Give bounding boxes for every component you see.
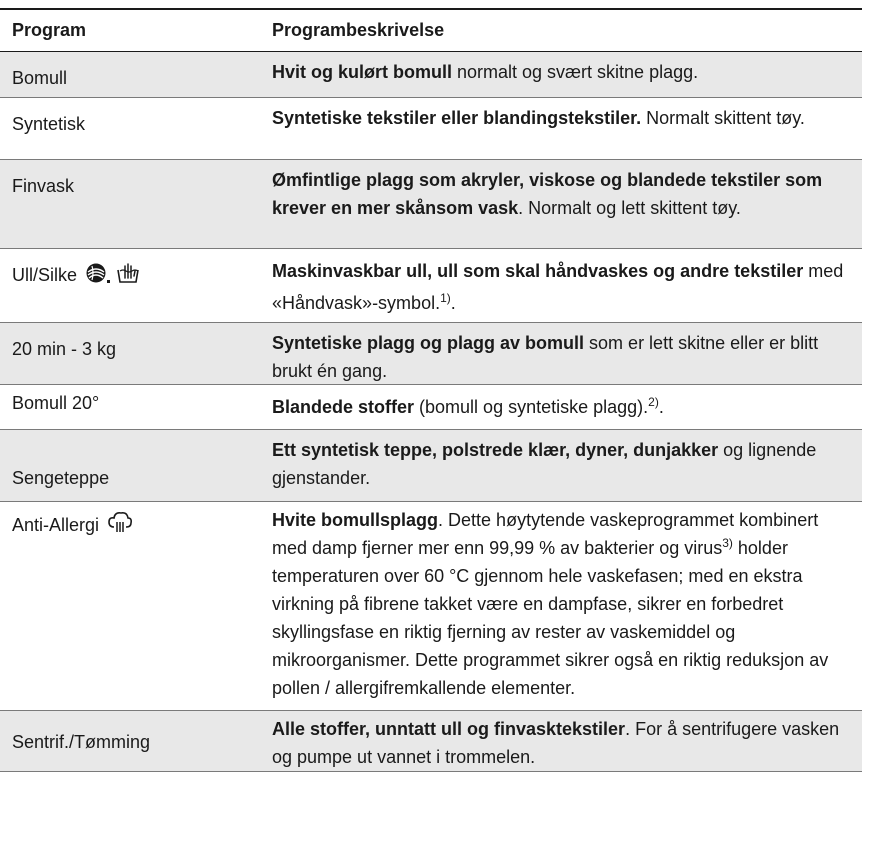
table-row bbox=[0, 52, 862, 98]
program-name: Bomull 20° bbox=[12, 393, 100, 413]
footnote-ref: 2) bbox=[648, 395, 659, 409]
program-name: 20 min - 3 kg bbox=[12, 339, 117, 359]
program-name: Ull/Silke bbox=[12, 265, 78, 285]
table-row bbox=[0, 385, 862, 430]
program-name: Finvask bbox=[12, 176, 75, 196]
wool-ball-icon bbox=[85, 262, 107, 292]
program-name: Sentrif./Tømming bbox=[12, 732, 151, 752]
table-row bbox=[0, 160, 862, 249]
program-description: Hvite bomullsplagg. Dette høytytende vaskeprogrammet kombinert med damp fjerner mer enn 99,99 % av bakterier og virus$^{3)}$ holder temperaturen over 60 °C gjennom hele vaskefasen; med en ekstra virkning på fibrene takket være en dampfase, sikrer en forbedret skyllingsfase en riktig fjerning av rester av vaskemiddel og mikroorganismer. Dette programmet sikrer også en riktig reduksjon av pollen / allergifremkallende elementer. bbox=[272, 510, 829, 698]
program-name: Anti-Allergi bbox=[12, 515, 100, 535]
table-row bbox=[0, 711, 862, 772]
program-description: Syntetiske tekstiler eller blandingstekstiler. Normalt skittent tøy. bbox=[272, 108, 805, 128]
table-row bbox=[0, 98, 862, 160]
program-name: Sengeteppe bbox=[12, 468, 110, 488]
table-row bbox=[0, 430, 862, 502]
program-name: Bomull bbox=[12, 68, 68, 88]
steam-icon bbox=[107, 510, 133, 542]
program-description: Syntetiske plagg og plagg av bomull som er lett skitne eller er blitt brukt én gang. bbox=[272, 333, 819, 381]
program-description: Ømfintlige plagg som akryler, viskose og blandede tekstiler som krever en mer skånsom vask. Normalt og lett skittent tøy. bbox=[272, 170, 823, 218]
program-description: Ett syntetisk teppe, polstrede klær, dyner, dunjakker og lignende gjenstander. bbox=[272, 440, 817, 488]
program-name-cell bbox=[0, 502, 262, 710]
program-table bbox=[0, 8, 862, 772]
table-row bbox=[0, 249, 862, 323]
program-description: Alle stoffer, unntatt ull og finvasktekstiler. For å sentrifugere vasken og pumpe ut vannet i trommelen. bbox=[272, 719, 840, 767]
program-description: Hvit og kulørt bomull normalt og svært skitne plagg. bbox=[272, 62, 699, 82]
program-name-cell bbox=[0, 249, 262, 322]
footnote-ref: 3) bbox=[722, 536, 733, 550]
table-header bbox=[0, 10, 862, 52]
footnote-ref: 1) bbox=[440, 291, 451, 305]
header-description: Programbeskrivelse bbox=[272, 20, 445, 40]
hand-wash-icon bbox=[116, 262, 140, 292]
program-description: Maskinvaskbar ull, ull som skal håndvaskes og andre tekstiler med «Håndvask»-symbol.$^{1)}$. bbox=[272, 261, 844, 313]
table-row bbox=[0, 502, 862, 711]
program-name: Syntetisk bbox=[12, 114, 86, 134]
table-row bbox=[0, 323, 862, 385]
header-program: Program bbox=[12, 20, 87, 40]
program-description: Blandede stoffer (bomull og syntetiske plagg).$^{2)}$. bbox=[272, 395, 664, 417]
